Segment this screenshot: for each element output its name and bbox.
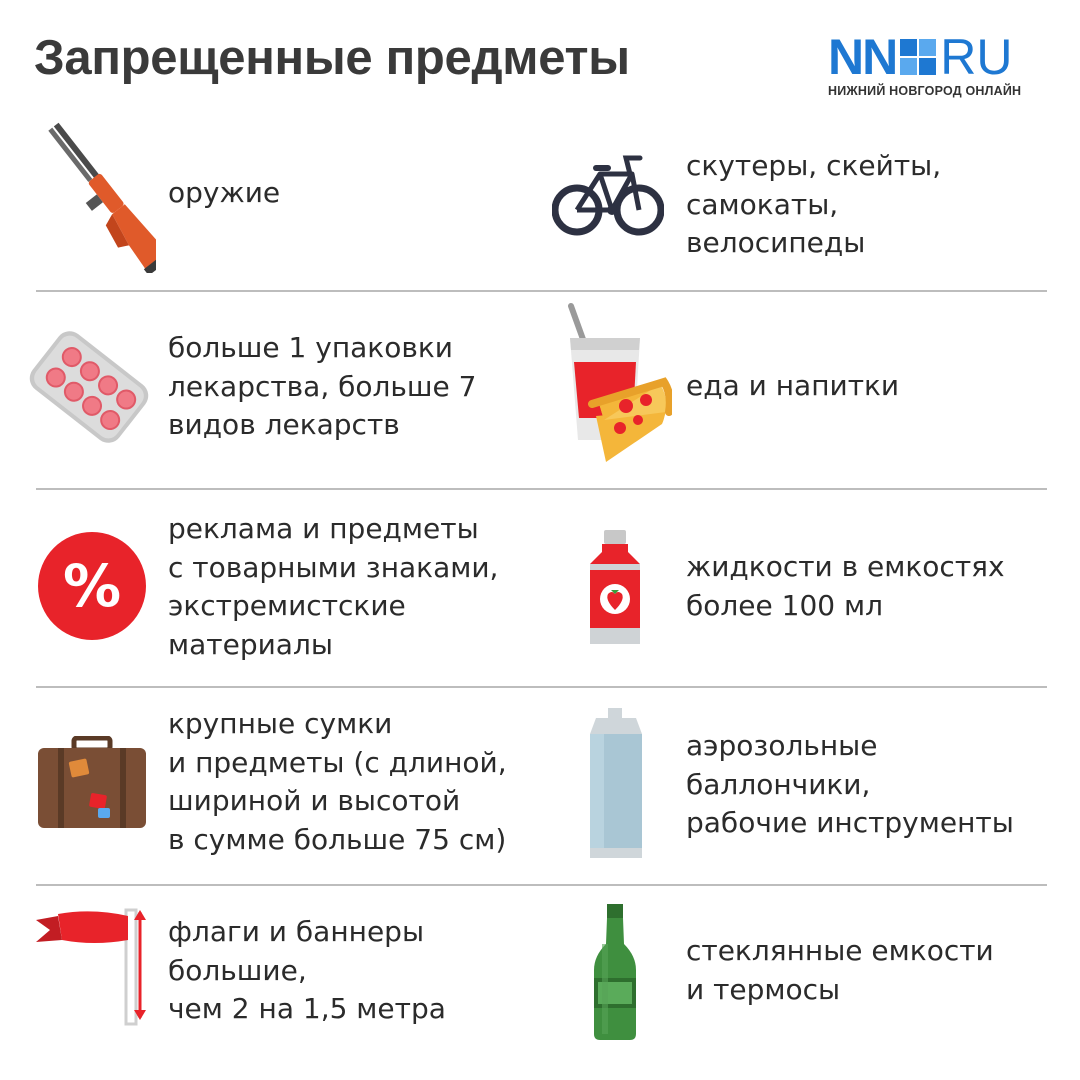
rifle-icon bbox=[36, 118, 156, 273]
item-label-liquids: жидкости в емкостях более 100 мл bbox=[686, 550, 1005, 622]
suitcase-icon bbox=[36, 736, 148, 832]
percent-symbol: % bbox=[62, 552, 122, 620]
item-label-flags: флаги и баннеры большие, чем 2 на 1,5 метра bbox=[168, 915, 446, 1025]
page-title: Запрещенные предметы bbox=[34, 31, 630, 85]
liquid-bottle-icon bbox=[584, 530, 646, 646]
row-divider bbox=[36, 290, 1047, 292]
aerosol-can-icon bbox=[586, 708, 646, 860]
item-label-weapons: оружие bbox=[168, 176, 281, 209]
item-label-glass: стеклянные емкости и термосы bbox=[686, 934, 994, 1006]
pills-icon bbox=[22, 322, 156, 452]
row-divider bbox=[36, 488, 1047, 490]
glass-bottle-icon bbox=[590, 904, 640, 1044]
item-label-advertising: реклама и предметы с товарными знаками, экстремистские материалы bbox=[168, 512, 499, 661]
logo bbox=[828, 29, 1040, 100]
percent-badge-icon bbox=[38, 532, 146, 640]
bicycle-icon bbox=[552, 150, 664, 240]
logo-brand-left: NN bbox=[828, 29, 897, 85]
row-divider bbox=[36, 686, 1047, 688]
logo-tagline: НИЖНИЙ НОВГОРОД ОНЛАЙН bbox=[828, 84, 1022, 98]
logo-square-icon bbox=[900, 39, 936, 75]
row-divider bbox=[36, 884, 1047, 886]
item-label-large-bags: крупные сумки и предметы (с длиной, шириной и высотой в сумме больше 75 см) bbox=[168, 707, 507, 856]
item-label-aerosols: аэрозольные баллончики, рабочие инструменты bbox=[686, 729, 1014, 839]
logo-brand-right: RU bbox=[940, 29, 1013, 85]
flag-icon bbox=[36, 906, 156, 1028]
food-drink-icon bbox=[568, 300, 672, 466]
item-label-medicine: больше 1 упаковки лекарства, больше 7 видов лекарств bbox=[168, 331, 477, 441]
item-label-scooters: скутеры, скейты, самокаты, велосипеды bbox=[686, 149, 942, 259]
item-label-food: еда и напитки bbox=[686, 369, 900, 402]
